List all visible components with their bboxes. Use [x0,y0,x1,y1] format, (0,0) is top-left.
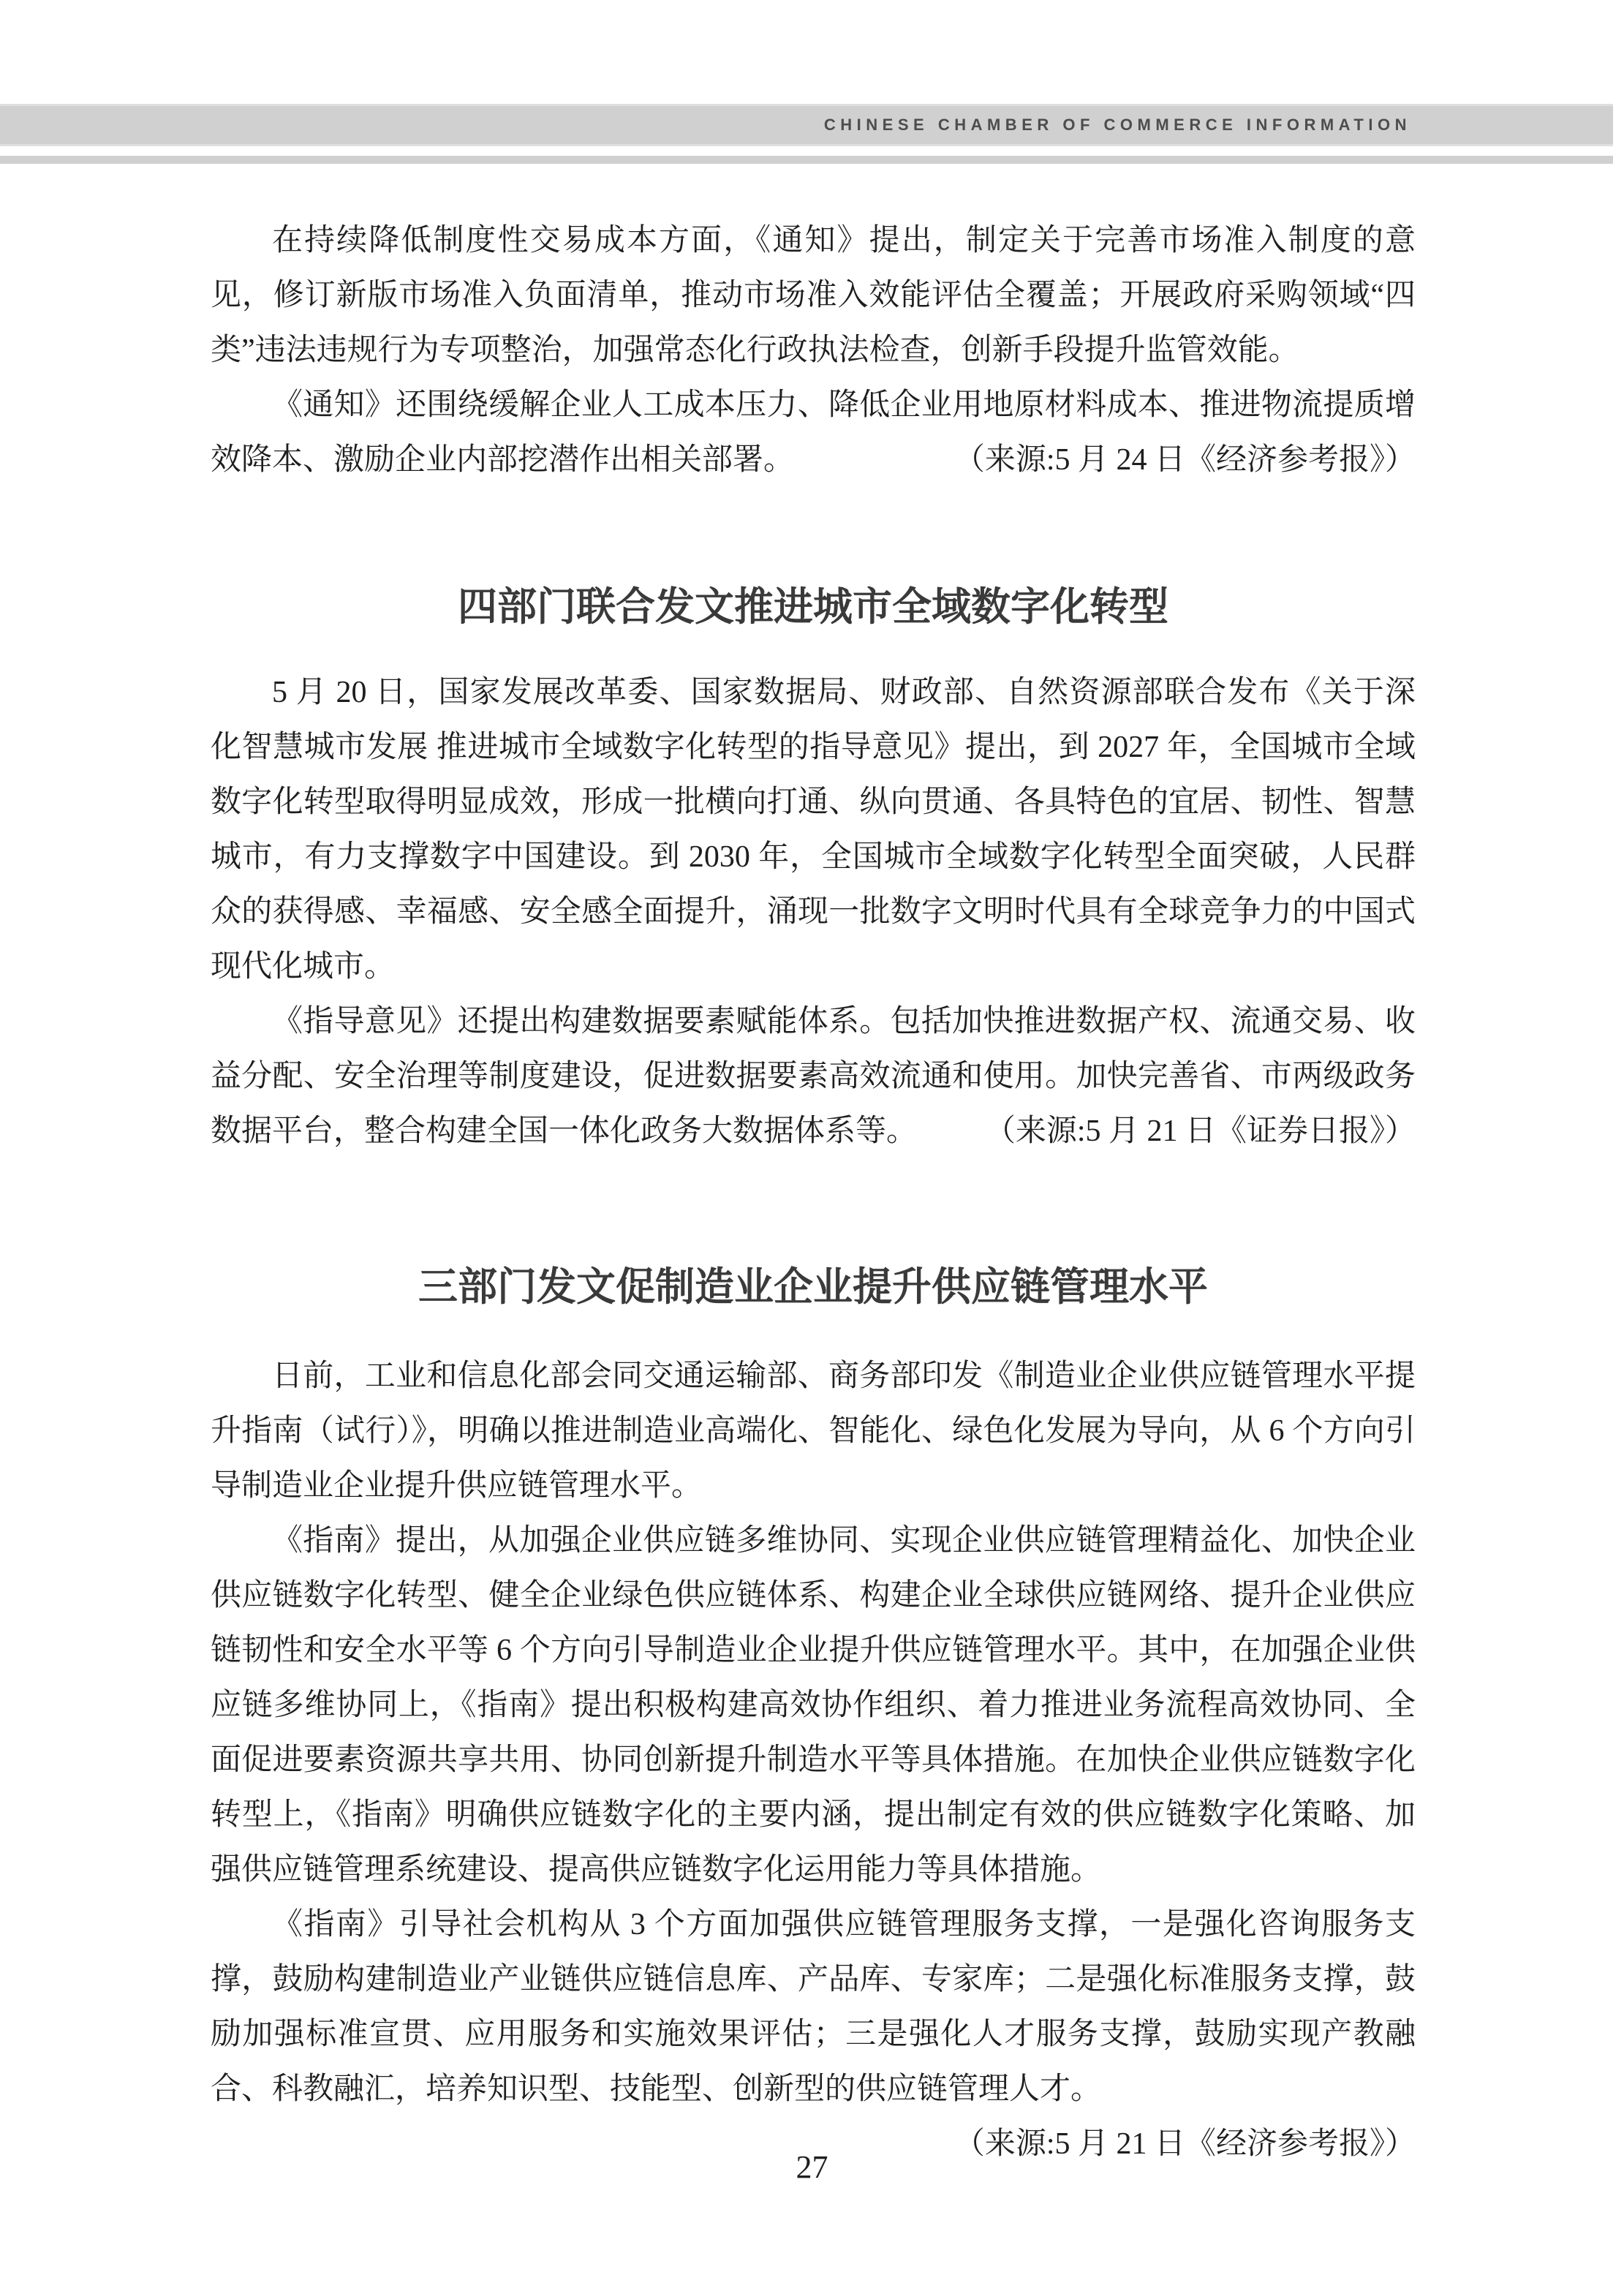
body-paragraph [211,1514,1416,1898]
body-paragraph [211,995,1416,1159]
page-number: 27 [796,2149,828,2185]
paragraph-text: 《指南》引导社会机构从 3 个方面加强供应链管理服务支撑，一是强化咨询服务支撑，鼓励构建制造业产业链供应链信息库、产品库、专家库；二是强化标准服务支撑，鼓励加强标准宣贯、应用服务和实施效果评估；三是强化人才服务支撑，鼓励实现产教融合、科教融汇，培养知识型、技能型、创新型的供应链管理人才。 [211,1908,1416,2106]
article-content [211,214,1416,2172]
body-paragraph [211,378,1416,488]
paragraph-text: 《通知》还围绕缓解企业人工成本压力、降低企业用地原材料成本、推进物流提质增效降本、激励企业内部挖潜作出相关部署。 [211,388,1416,477]
section-heading: 四部门联合发文推进城市全域数字化转型 [458,585,1168,629]
paragraph-text: 《指南》提出，从加强企业供应链多维协同、实现企业供应链管理精益化、加快企业供应链数字化转型、健全企业绿色供应链体系、构建企业全球供应链网络、提升企业供应链韧性和安全水平等 6 个方向引导制造业企业提升供应链管理水平。其中，在加强企业供应链多维协同上，《指南》提出积极构建高效协作组织、着力推进业务流程高效协同、全面促进要素资源共享共用、协同创新提升制造水平等具体措施。在加快企业供应链数字化转型上，《指南》明确供应链数字化的主要内涵，提出制定有效的供应链数字化策略、加强供应链管理系统建设、提高供应链数字化运用能力等具体措施。 [211,1524,1416,1887]
section-heading: 三部门发文促制造业企业提升供应链管理水平 [418,1265,1208,1309]
header-band-thin [0,156,1613,164]
page-header-title: CHINESE CHAMBER OF COMMERCE INFORMATION [823,116,1411,134]
paragraph-text: 日前，工业和信息化部会同交通运输部、商务部印发《制造业企业供应链管理水平提升指南（试行）》，明确以推进制造业高端化、智能化、绿色化发展为导向，从 6 个方向引导制造业企业提升供应链管理水平。 [211,1359,1416,1503]
source-note: （来源:5 月 21 日《经济参考报》） [953,2127,1416,2161]
paragraph-text: 5 月 20 日，国家发展改革委、国家数据局、财政部、自然资源部联合发布《关于深化智慧城市发展 推进城市全域数字化转型的指导意见》提出，到 2027 年，全国城市全域数字化转型取得明显成效，形成一批横向打通、纵向贯通、各具特色的宜居、韧性、智慧城市，有力支撑数字中国建设。到 2030 年，全国城市全域数字化转型全面突破，人民群众的获得感、幸福感、安全感全面提升，涌现一批数字文明时代具有全球竞争力的中国式现代化城市。 [211,676,1416,984]
source-note: （来源:5 月 24 日《经济参考报》） [953,443,1416,477]
header-band [0,104,1613,146]
paragraph-text: 《指导意见》还提出构建数据要素赋能体系。包括加快推进数据产权、流通交易、收益分配、安全治理等制度建设，促进数据要素高效流通和使用。加快完善省、市两级政务数据平台，整合构建全国一体化政务大数据体系等。 [211,1005,1416,1148]
body-paragraph [211,665,1416,995]
body-paragraph [211,1349,1416,1514]
body-paragraph [211,214,1416,378]
paragraph-text: 在持续降低制度性交易成本方面，《通知》提出，制定关于完善市场准入制度的意见，修订新版市场准入负面清单，推动市场准入效能评估全覆盖；开展政府采购领域“四类”违法违规行为专项整治，加强常态化行政执法检查，创新手段提升监管效能。 [211,224,1416,367]
source-note: （来源:5 月 21 日《证券日报》） [984,1114,1416,1148]
body-paragraph [211,1898,1416,2161]
